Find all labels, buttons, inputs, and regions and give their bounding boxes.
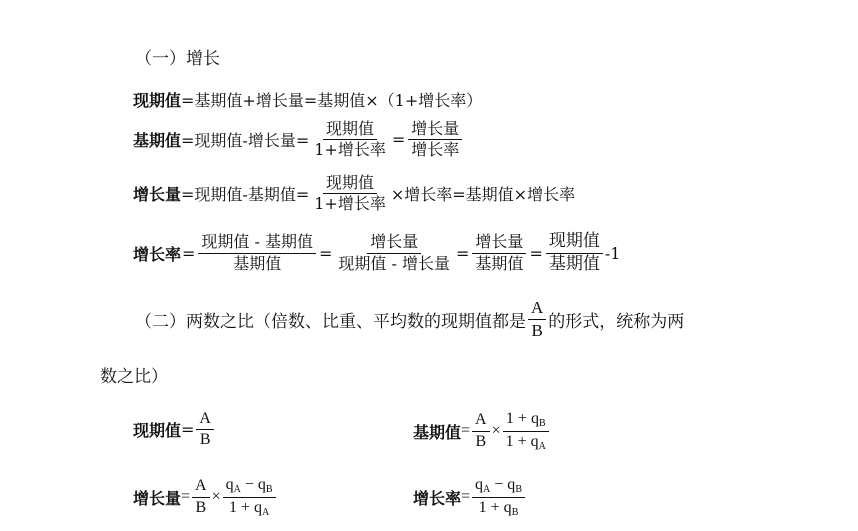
formula-label: 增长量 (133, 185, 182, 205)
fraction (192, 477, 210, 517)
formula-body: =现期值-增长量= (181, 131, 310, 151)
section2-heading (135, 298, 684, 340)
term: 1 + q (505, 432, 539, 450)
denominator: 基期值 (475, 253, 524, 273)
formula-label: 增长量 (133, 488, 182, 508)
denominator: 1+增长率 (314, 194, 386, 214)
fraction (311, 174, 389, 214)
numerator: A (192, 477, 210, 497)
formula-label: 现期值 (133, 91, 182, 110)
subscript: A (262, 506, 270, 518)
formula-label: 基期值 (413, 422, 462, 442)
term: − q (490, 476, 516, 493)
denominator: 基期值 (548, 253, 600, 274)
equals-sign: = (319, 243, 333, 263)
numerator: 现期值 (323, 120, 377, 140)
numerator: A (472, 411, 490, 431)
fraction (335, 233, 453, 273)
formula-label: 增长率 (133, 244, 182, 264)
subscript: A (538, 440, 546, 452)
subscript: A (483, 484, 491, 495)
subscript: A (233, 484, 241, 495)
numerator: 增长量 (408, 120, 462, 140)
numerator: A (196, 410, 214, 430)
formula-label: 基期值 (133, 131, 182, 151)
heading-text: （二）两数之比（倍数、比重、平均数的现期值都是 (135, 311, 526, 332)
denominator: B (199, 431, 211, 449)
formula-growth-rate (133, 232, 620, 274)
term: 1 + q (505, 410, 539, 427)
denominator (226, 498, 272, 519)
denominator: 基期值 (233, 253, 282, 273)
numerator (503, 410, 549, 432)
denominator: B (475, 432, 487, 450)
numerator: 增长量 (472, 233, 526, 253)
subscript: B (515, 484, 522, 495)
formula-growth-amount (133, 174, 575, 214)
fraction (223, 476, 276, 518)
denominator (503, 432, 549, 453)
term: q (225, 476, 234, 493)
denominator: B (195, 498, 207, 516)
fraction (472, 233, 526, 273)
ratio-growth-amount (133, 476, 278, 518)
formula-base-value (133, 120, 464, 160)
term: − q (240, 476, 266, 493)
denominator: 增长率 (411, 140, 460, 160)
ratio-base-value (413, 410, 551, 452)
denominator: B (531, 320, 543, 340)
equals-sign: = (461, 422, 471, 439)
equals-sign: = (182, 243, 196, 263)
numerator (472, 476, 525, 498)
numerator: 现期值 (323, 174, 377, 194)
denominator: 1+增长率 (314, 140, 386, 160)
denominator (476, 498, 522, 519)
fraction (472, 411, 490, 451)
subscript: B (511, 506, 519, 518)
numerator: 现期值 (546, 232, 603, 254)
minus-one: -1 (604, 243, 621, 263)
equals-sign: = (181, 488, 191, 505)
equals-sign: = (181, 420, 195, 440)
fraction (196, 410, 214, 450)
formula-current-value (133, 88, 482, 111)
fraction (311, 120, 389, 160)
fraction (546, 232, 603, 274)
term: 1 + q (228, 498, 262, 516)
subscript: B (265, 484, 273, 495)
equals-sign: = (529, 243, 543, 263)
term: q (475, 476, 484, 493)
numerator: 现期值 - 基期值 (198, 233, 316, 253)
formula-label: 增长率 (413, 488, 462, 508)
heading-text: 的形式，统称为两 (548, 311, 685, 332)
fraction (528, 298, 546, 340)
times-sign: × (491, 422, 501, 439)
formula-body: =现期值-基期值= (181, 185, 310, 205)
fraction (472, 476, 525, 518)
numerator: 增长量 (367, 233, 421, 253)
ratio-growth-rate (413, 476, 527, 518)
fraction (408, 120, 462, 160)
section2-heading-continued: 数之比） (100, 367, 168, 387)
subscript: B (538, 418, 546, 429)
equals-sign: = (456, 243, 470, 263)
times-sign: × (211, 488, 221, 505)
equals-sign: = (391, 130, 406, 150)
term: 1 + q (478, 498, 512, 516)
formula-body: =基期值+增长量=基期值×（1+增长率） (181, 91, 483, 110)
section1-heading: （一）增长 (135, 49, 220, 69)
numerator (223, 476, 276, 498)
formula-label: 现期值 (133, 421, 182, 441)
denominator: 现期值 - 增长量 (338, 253, 451, 273)
formula-tail: ×增长率=基期值×增长率 (390, 185, 576, 205)
numerator: A (528, 298, 546, 320)
fraction (503, 410, 549, 452)
ratio-current-value (133, 410, 216, 450)
fraction (198, 233, 316, 273)
equals-sign: = (461, 488, 471, 505)
